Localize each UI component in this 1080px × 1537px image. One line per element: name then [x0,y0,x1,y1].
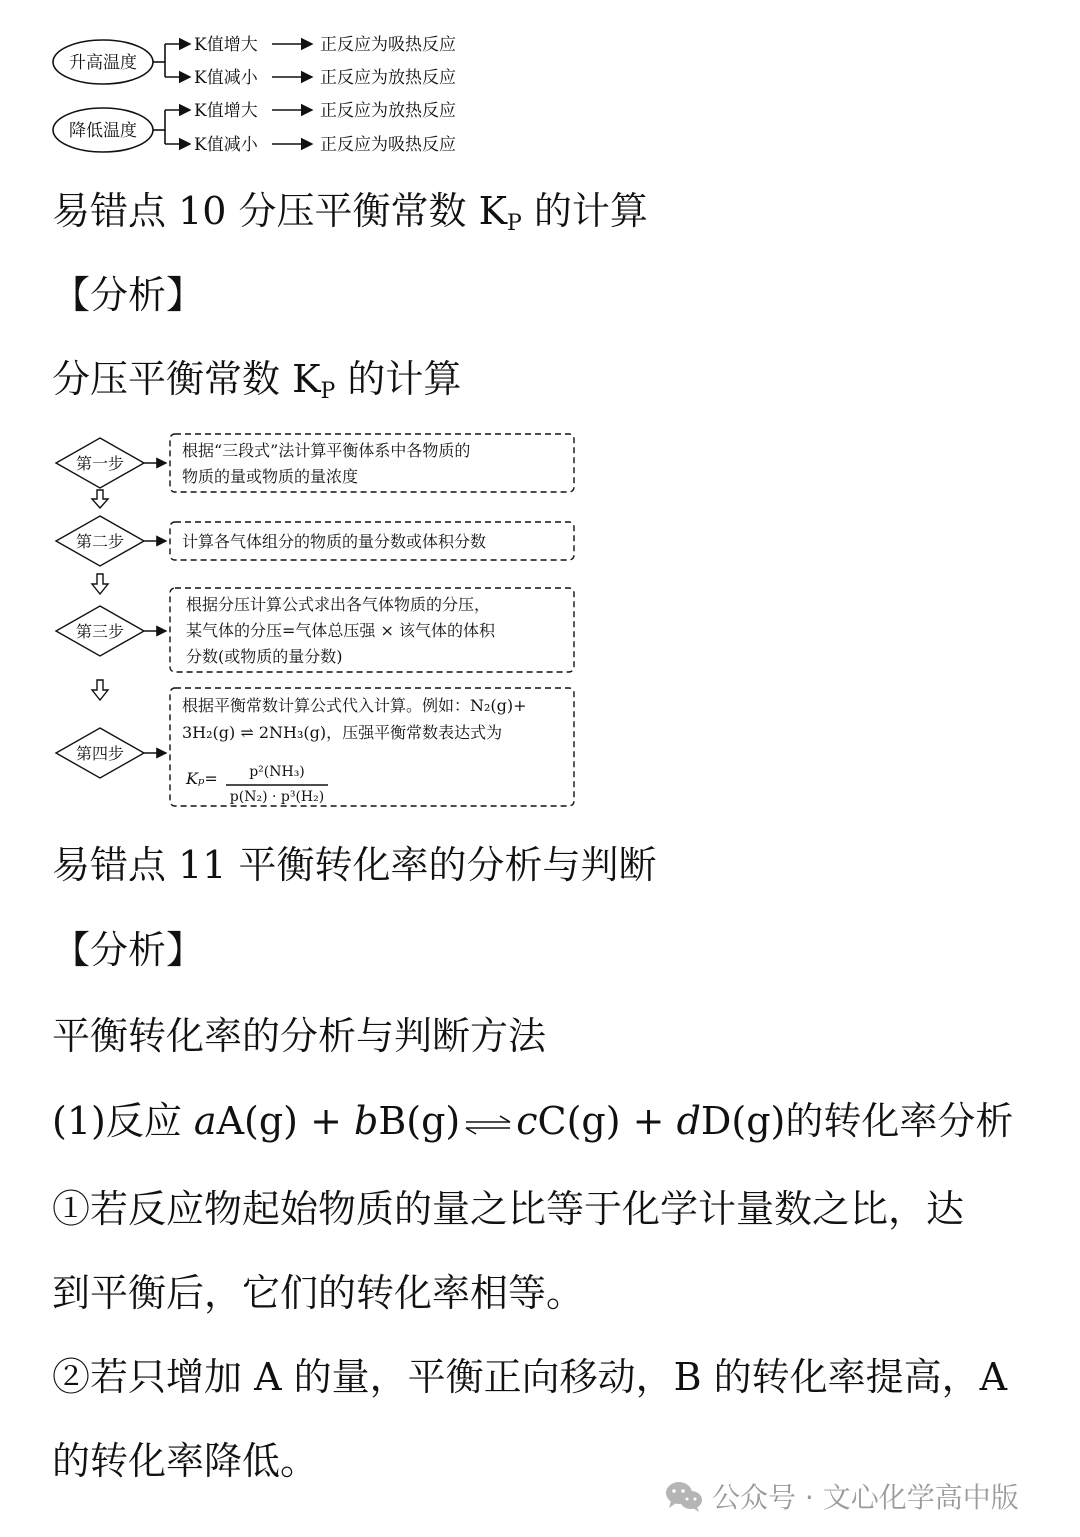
step4-label: 第四步 [75,744,125,763]
temperature-k-diagram [40,22,500,162]
result-3: 正反应为放热反应 [320,101,456,121]
k-change-3: K值增大 [194,101,258,121]
section10-analysis-label: 【分析】 [52,273,205,317]
step3-label: 第三步 [75,622,125,641]
watermark-text: 公众号 · 文心化学高中版 [712,1481,1019,1514]
step2-line1: 计算各气体组分的物质的量分数或体积分数 [182,532,487,551]
kp-denominator: p(N₂) · p³(H₂) [229,789,325,805]
section11-title: 易错点 11 平衡转化率的分析与判断 [52,843,657,887]
point1-line2: 到平衡后，它们的转化率相等。 [52,1271,585,1315]
section11-analysis-label: 【分析】 [52,928,205,972]
point2-line2: 的转化率降低。 [52,1439,319,1483]
result-1: 正反应为吸热反应 [320,35,456,55]
kp-flowchart [48,428,588,812]
step1-label: 第一步 [75,454,125,473]
step1-line1: 根据“三段式”法计算平衡体系中各物质的 [182,441,471,460]
step3-line1: 根据分压计算公式求出各气体物质的分压， [186,595,491,614]
step1-line2: 物质的量或物质的量浓度 [182,467,359,486]
result-4: 正反应为吸热反应 [320,135,456,155]
kp-lhs: Kₚ= [186,769,218,788]
wechat-icon [664,1479,704,1513]
kp-numerator: p²(NH₃) [249,764,305,780]
step3-line2: 某气体的分压=气体总压强 × 该气体的体积 [186,621,495,640]
step4-line2: 3H₂(g) ⇌ 2NH₃(g)，压强平衡常数表达式为 [182,723,503,742]
equilibrium-arrow-icon [462,1114,514,1136]
lower-temp-label: 降低温度 [69,121,137,141]
section11-subtitle: 平衡转化率的分析与判断方法 [52,1014,547,1058]
k-change-4: K值减小 [194,135,258,155]
raise-temp-label: 升高温度 [69,53,137,73]
point1-line1: ①若反应物起始物质的量之比等于化学计量数之比，达 [52,1187,965,1231]
reaction-line: (1)反应 aA(g) + bB(g) cC(g) + dD(g)的转化率分析 [52,1099,1014,1143]
step2-label: 第二步 [75,532,125,551]
watermark [664,1472,1064,1520]
k-change-1: K值增大 [194,35,258,55]
step3-line3: 分数(或物质的量分数) [186,647,343,666]
section10-title: 易错点 10 分压平衡常数 $K_P$ 的计算 [52,189,648,236]
section10-subtitle: 分压平衡常数 $K_P$ 的计算 [52,357,462,404]
k-change-2: K值减小 [194,68,258,88]
result-2: 正反应为放热反应 [320,68,456,88]
step4-line1: 根据平衡常数计算公式代入计算。例如：N₂(g)+ [182,696,527,715]
point2-line1: ②若只增加 A 的量，平衡正向移动，B 的转化率提高，A [52,1355,1008,1399]
